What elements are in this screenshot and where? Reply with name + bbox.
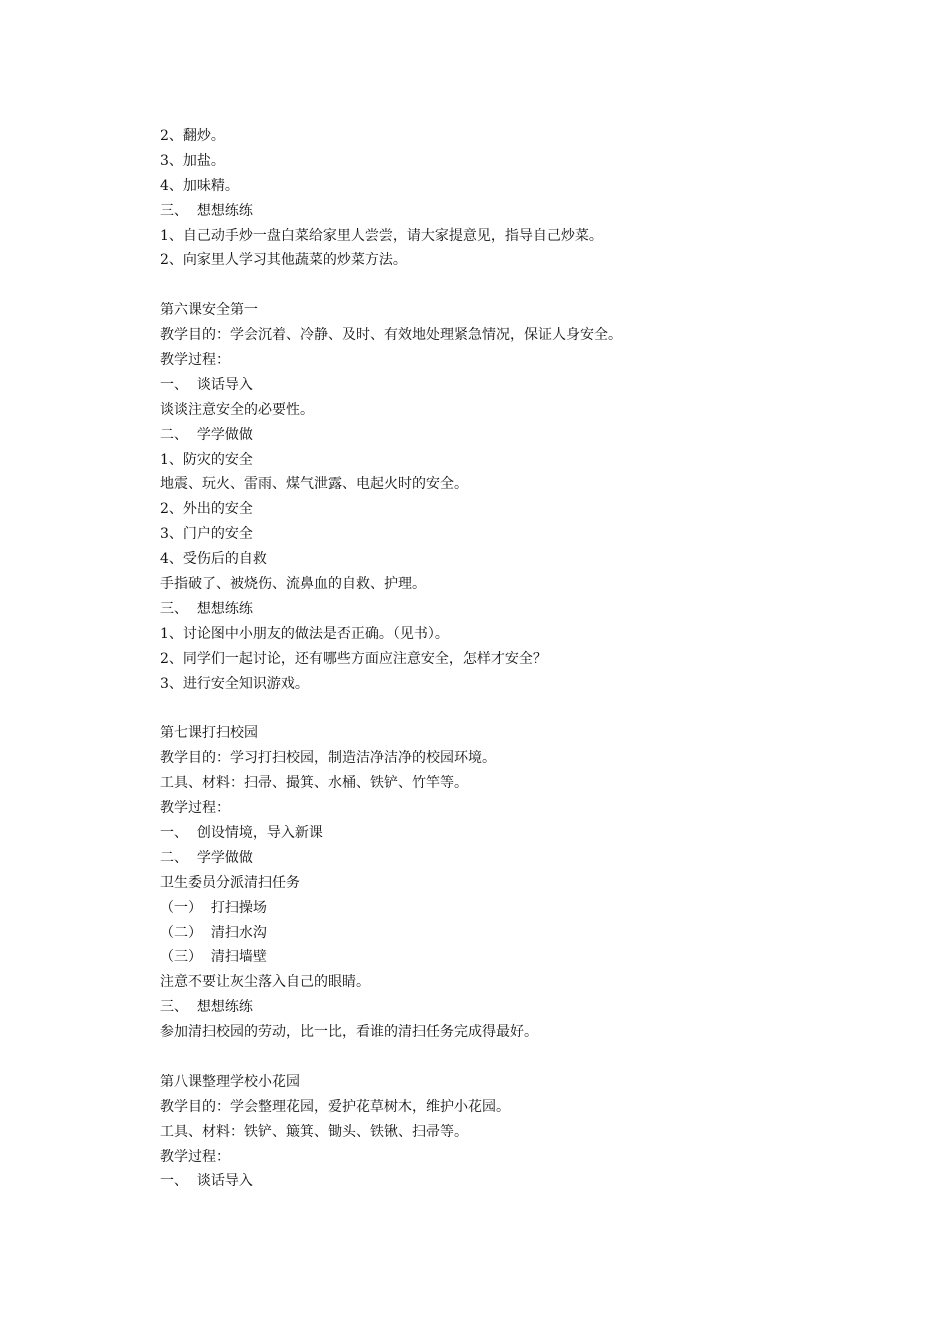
text-line: 2、外出的安全	[160, 501, 253, 518]
blank-line	[160, 273, 880, 298]
text-line: 卫生委员分派清扫任务	[160, 874, 300, 891]
lesson-title: 第七课打扫校园	[160, 725, 258, 742]
text-line: 教学过程：	[160, 352, 230, 369]
text-line: （三） 清扫墙壁	[160, 949, 267, 966]
text-line: 工具、材料：铁铲、簸箕、锄头、铁锹、扫帚等。	[160, 1123, 468, 1140]
text-line: 地震、玩火、雷雨、煤气泄露、电起火时的安全。	[160, 476, 468, 493]
text-line: 教学目的：学习打扫校园，制造洁净洁净的校园环境。	[160, 750, 496, 767]
section-heading: 三、 想想练练	[160, 202, 253, 219]
text-line: 3、加盐。	[160, 152, 225, 169]
text-line: 工具、材料：扫帚、撮箕、水桶、铁铲、竹竿等。	[160, 775, 468, 792]
text-line: 1、自己动手炒一盘白菜给家里人尝尝，请大家提意见，指导自己炒菜。	[160, 227, 603, 244]
text-line: （二） 清扫水沟	[160, 924, 267, 941]
text-line: 4、受伤后的自救	[160, 551, 267, 568]
text-line: 2、翻炒。	[160, 128, 225, 144]
section-heading: 二、 学学做做	[160, 849, 253, 866]
document-body	[160, 124, 880, 1194]
text-line: 1、讨论图中小朋友的做法是否正确。（见书）。	[160, 625, 449, 642]
lesson-title: 第八课整理学校小花园	[160, 1073, 300, 1090]
blank-line	[160, 1045, 880, 1070]
lesson-title: 第六课安全第一	[160, 302, 258, 319]
section-heading: 一、 创设情境，导入新课	[160, 824, 323, 841]
text-line: 2、向家里人学习其他蔬菜的炒菜方法。	[160, 252, 407, 269]
text-line: 注意不要让灰尘落入自己的眼睛。	[160, 974, 370, 991]
text-line: 4、加味精。	[160, 177, 239, 194]
section-heading: 一、 谈话导入	[160, 376, 253, 393]
text-line: 教学目的：学会整理花园，爱护花草树木，维护小花园。	[160, 1098, 510, 1115]
section-heading: 三、 想想练练	[160, 600, 253, 617]
blank-line	[160, 696, 880, 721]
section-heading: 三、 想想练练	[160, 999, 253, 1016]
text-line: 2、同学们一起讨论，还有哪些方面应注意安全，怎样才安全？	[160, 650, 547, 667]
text-line: 教学目的：学会沉着、冷静、及时、有效地处理紧急情况，保证人身安全。	[160, 327, 622, 344]
text-line: 参加清扫校园的劳动，比一比，看谁的清扫任务完成得最好。	[160, 1024, 538, 1041]
text-line: 教学过程：	[160, 1148, 230, 1165]
text-line: 手指破了、被烧伤、流鼻血的自救、护理。	[160, 576, 426, 593]
section-heading: 一、 谈话导入	[160, 1173, 253, 1190]
text-line: 1、防灾的安全	[160, 451, 253, 468]
section-heading: 二、 学学做做	[160, 426, 253, 443]
text-line: （一） 打扫操场	[160, 899, 267, 916]
text-line: 教学过程：	[160, 800, 230, 817]
text-line: 谈谈注意安全的必要性。	[160, 401, 314, 418]
text-line: 3、门户的安全	[160, 526, 253, 543]
text-line: 3、进行安全知识游戏。	[160, 675, 309, 692]
